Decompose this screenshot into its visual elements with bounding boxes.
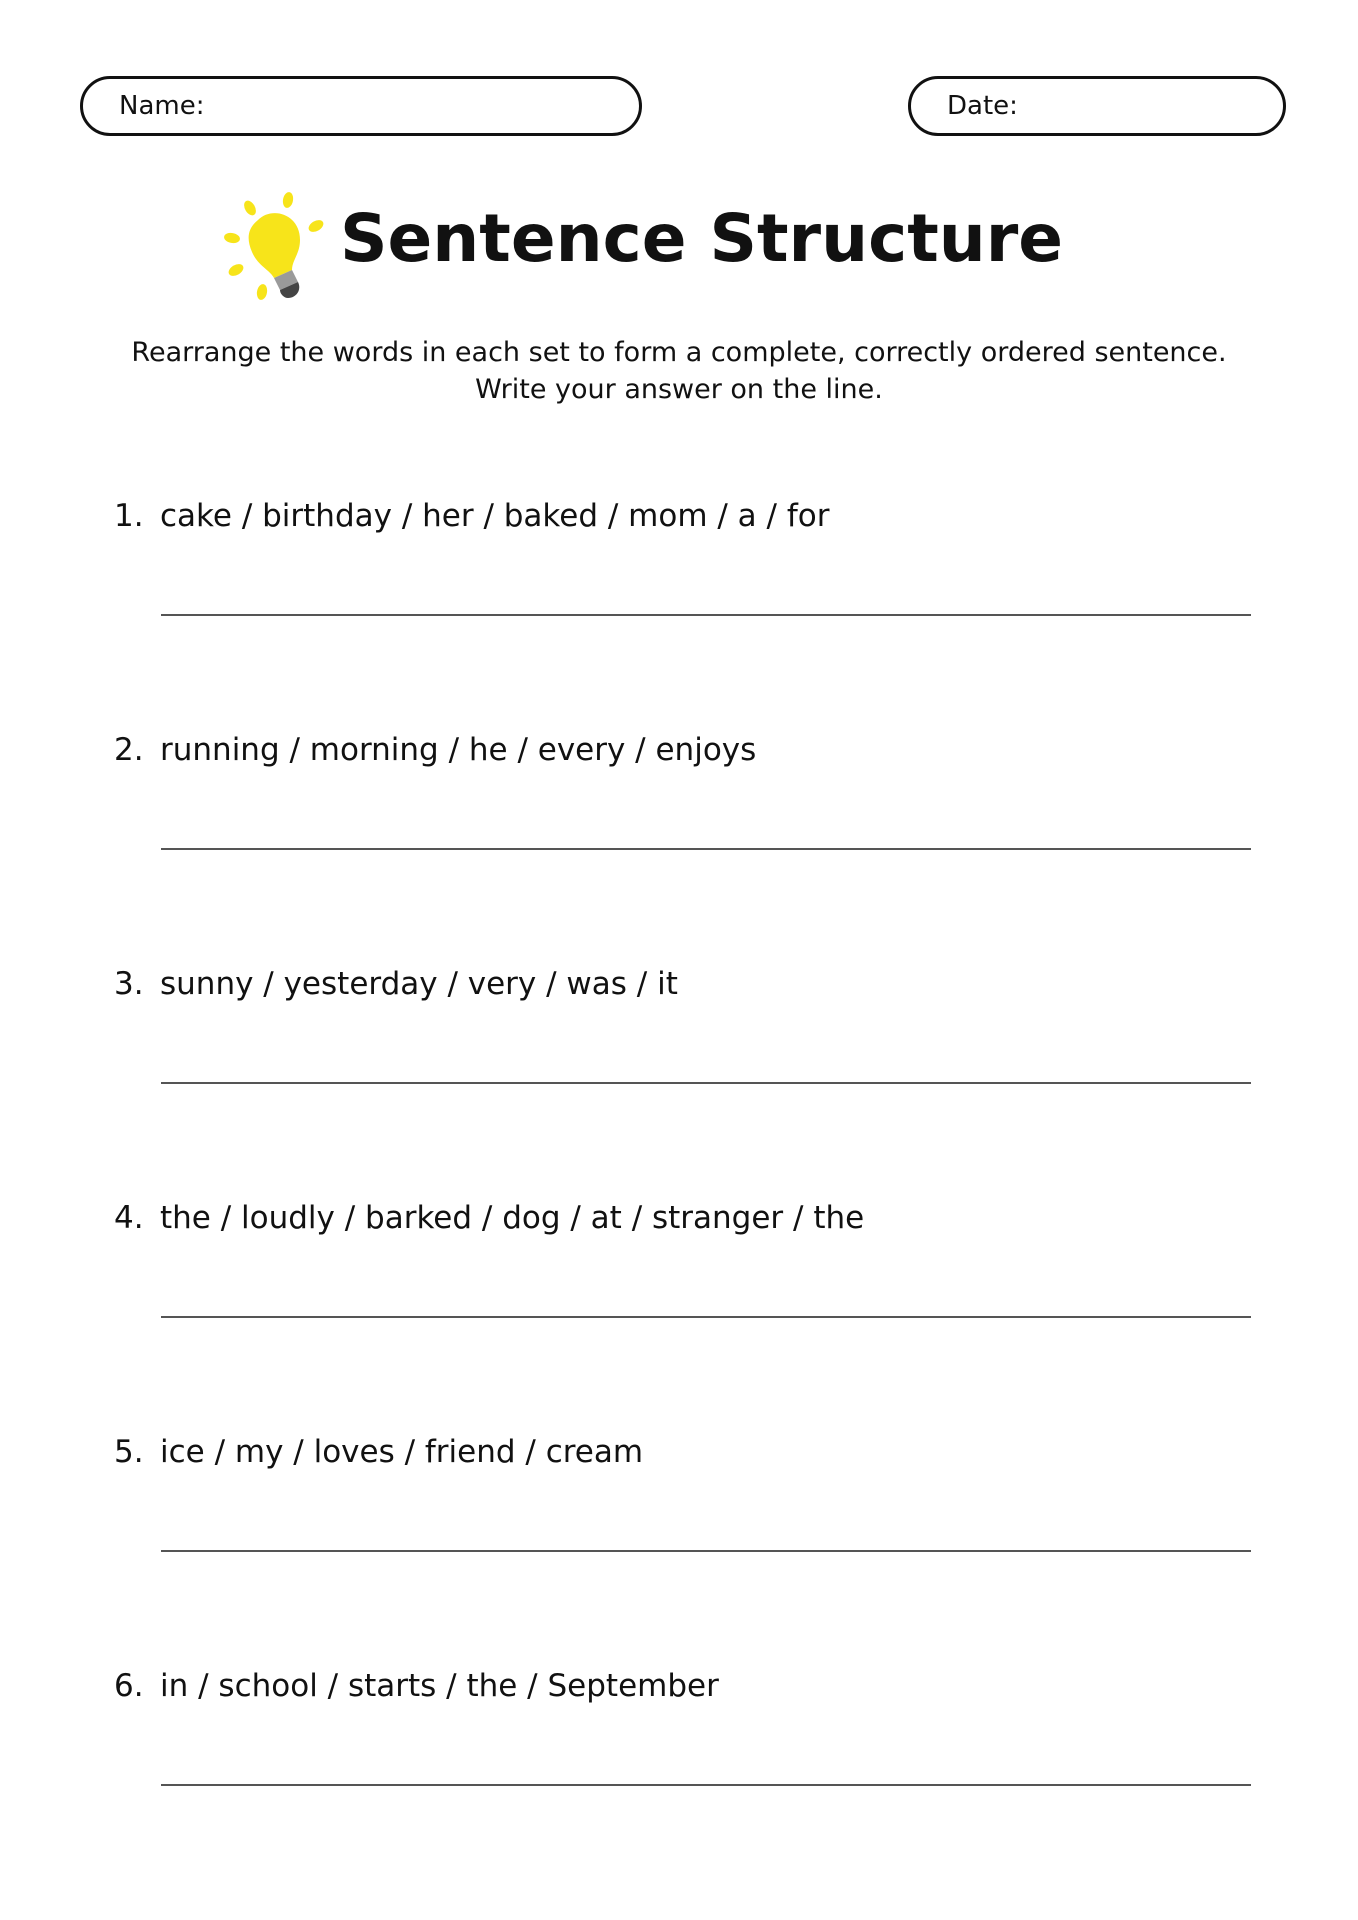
question-number: 2. xyxy=(114,732,144,768)
answer-line[interactable] xyxy=(161,848,1251,850)
question-words: running / morning / he / every / enjoys xyxy=(160,732,757,768)
lightbulb-icon xyxy=(222,190,328,300)
question-number: 3. xyxy=(114,966,144,1002)
question-words: sunny / yesterday / very / was / it xyxy=(160,966,678,1002)
question-item xyxy=(0,964,1358,1198)
question-words: ice / my / loves / friend / cream xyxy=(160,1434,644,1470)
name-field[interactable] xyxy=(80,76,642,136)
question-number: 5. xyxy=(114,1434,144,1470)
question-item xyxy=(0,1198,1358,1432)
instructions-line-1: Rearrange the words in each set to form a complete, correctly ordered sentence. xyxy=(131,337,1227,368)
question-number: 4. xyxy=(114,1200,144,1236)
name-label: Name: xyxy=(119,91,205,121)
answer-line[interactable] xyxy=(161,1316,1251,1318)
question-words: in / school / starts / the / September xyxy=(160,1668,719,1704)
question-words: the / loudly / barked / dog / at / stranger / the xyxy=(160,1200,865,1236)
instructions-line-2: Write your answer on the line. xyxy=(475,374,883,405)
date-field[interactable] xyxy=(908,76,1286,136)
question-item xyxy=(0,730,1358,964)
question-words: cake / birthday / her / baked / mom / a / for xyxy=(160,498,830,534)
question-item xyxy=(0,1666,1358,1900)
page-title: Sentence Structure xyxy=(340,200,1064,277)
answer-line[interactable] xyxy=(161,1082,1251,1084)
question-number: 6. xyxy=(114,1668,144,1704)
title-row xyxy=(0,186,1358,302)
answer-line[interactable] xyxy=(161,1550,1251,1552)
answer-line[interactable] xyxy=(161,1784,1251,1786)
question-item xyxy=(0,1432,1358,1666)
answer-line[interactable] xyxy=(161,614,1251,616)
question-number: 1. xyxy=(114,498,144,534)
question-item xyxy=(0,496,1358,730)
instructions xyxy=(0,334,1358,408)
date-label: Date: xyxy=(947,91,1018,121)
